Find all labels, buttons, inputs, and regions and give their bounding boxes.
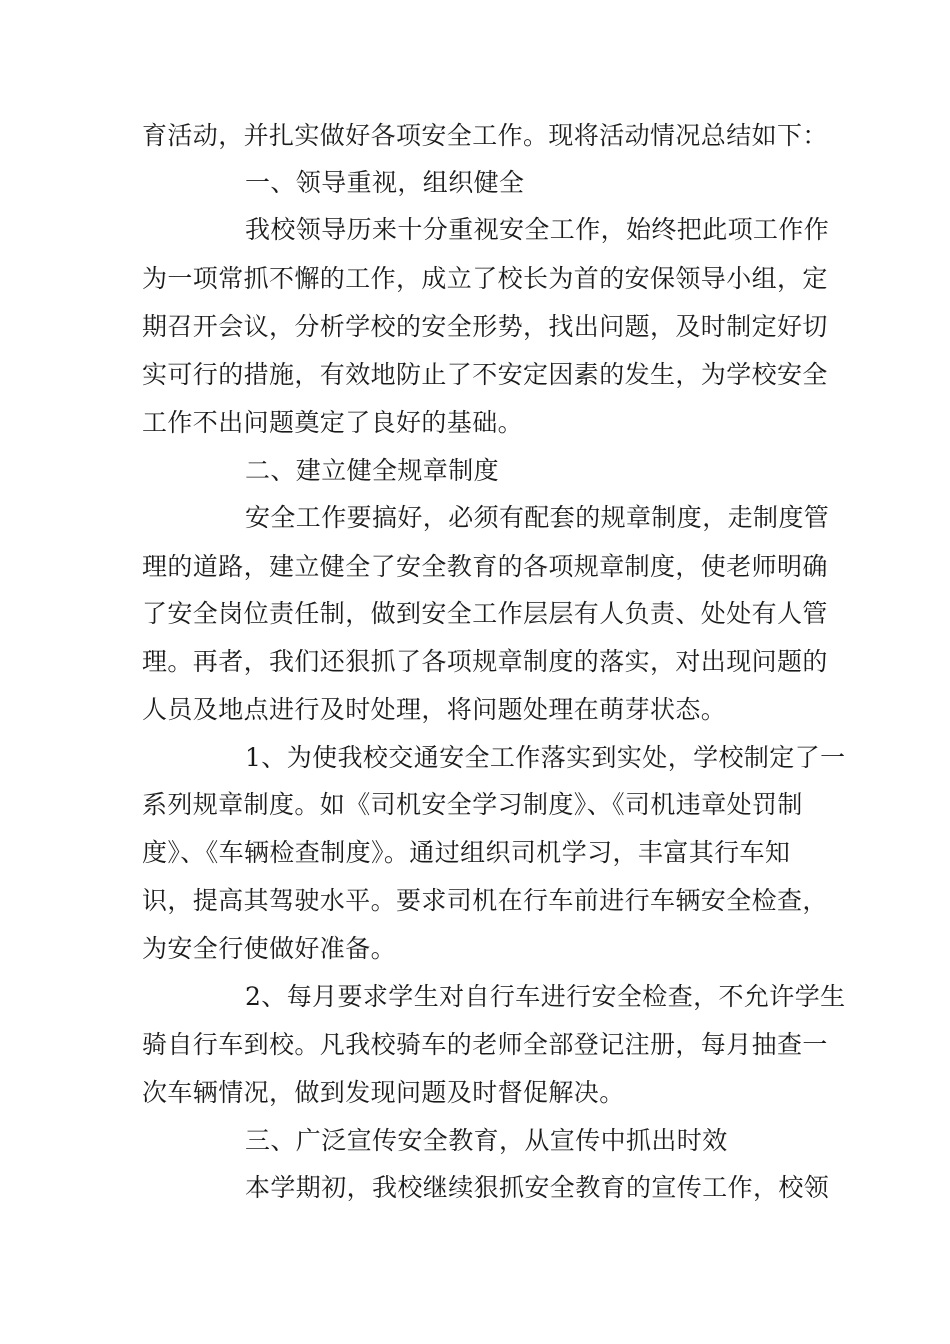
text-line: 本学期初，我校继续狠抓安全教育的宣传工作，校领 <box>245 1173 830 1202</box>
text-line: 安全工作要搞好，必须有配套的规章制度，走制度管 <box>245 503 830 532</box>
text-line: 骑自行车到校。凡我校骑车的老师全部登记注册，每月抽查一 <box>142 1030 828 1059</box>
text-line: 期召开会议，分析学校的安全形势，找出问题，及时制定好切 <box>142 312 828 341</box>
text-line: 理的道路，建立健全了安全教育的各项规章制度，使老师明确 <box>142 552 828 581</box>
text-line: 人员及地点进行及时处理，将问题处理在萌芽状态。 <box>142 695 727 724</box>
text-line: 了安全岗位责任制，做到安全工作层层有人负责、处处有人管 <box>142 599 828 628</box>
text-line: 我校领导历来十分重视安全工作，始终把此项工作作 <box>245 215 830 244</box>
text-line: 为安全行使做好准备。 <box>142 934 397 963</box>
section-heading-2: 二、建立健全规章制度 <box>245 456 500 485</box>
text-line: 理。再者，我们还狠抓了各项规章制度的落实，对出现问题的 <box>142 647 828 676</box>
text-line: 2、每月要求学生对自行车进行安全检查，不允许学生 <box>245 982 846 1011</box>
text-line: 识，提高其驾驶水平。要求司机在行车前进行车辆安全检查， <box>142 886 828 915</box>
text-line: 1、为使我校交通安全工作落实到实处，学校制定了一 <box>245 743 846 772</box>
text-line: 实可行的措施，有效地防止了不安定因素的发生，为学校安全 <box>142 360 828 389</box>
section-heading-3: 三、广泛宣传安全教育，从宣传中抓出时效 <box>245 1126 728 1155</box>
text-line: 次车辆情况，做到发现问题及时督促解决。 <box>142 1078 625 1107</box>
text-line: 系列规章制度。如《司机安全学习制度》、《司机违章处罚制 <box>142 790 803 819</box>
text-line: 育活动，并扎实做好各项安全工作。现将活动情况总结如下： <box>142 121 828 150</box>
text-line: 为一项常抓不懈的工作，成立了校长为首的安保领导小组，定 <box>142 264 828 293</box>
section-heading-1: 一、领导重视，组织健全 <box>245 168 525 197</box>
text-line: 度》、《车辆检查制度》。通过组织司机学习，丰富其行车知 <box>142 838 791 867</box>
text-line: 工作不出问题奠定了良好的基础。 <box>142 408 524 437</box>
